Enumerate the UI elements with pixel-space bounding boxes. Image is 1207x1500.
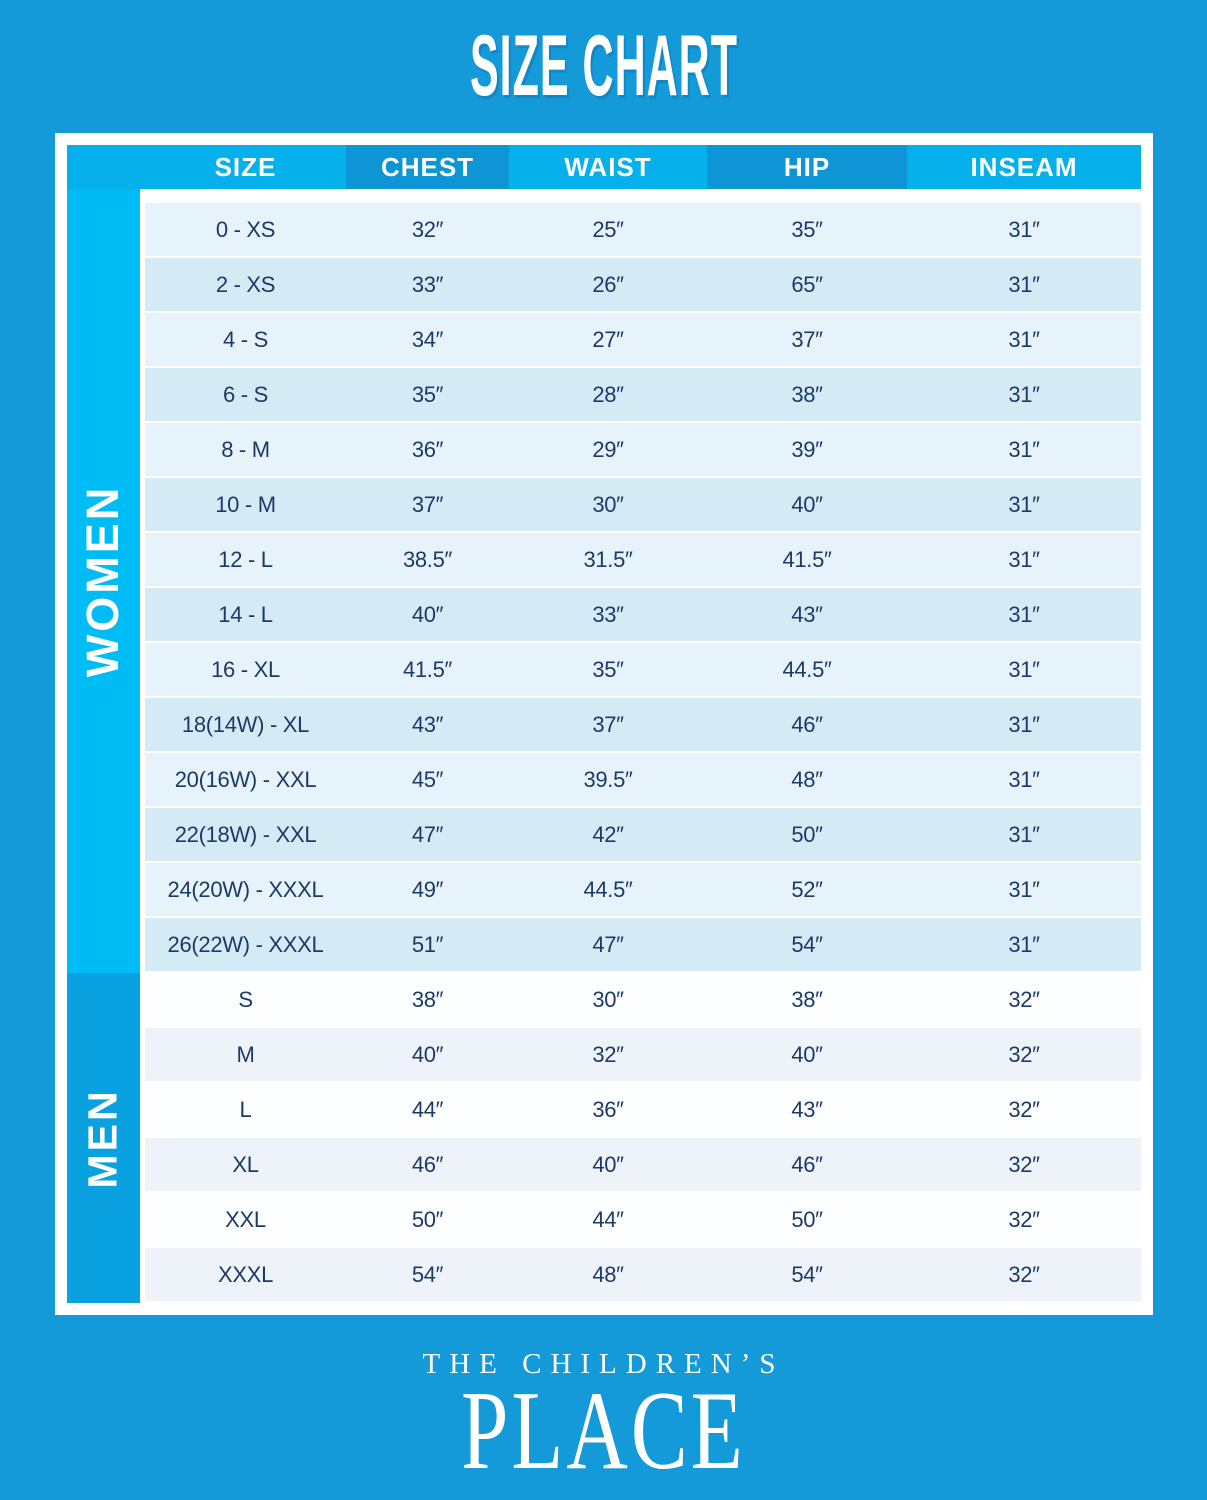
- cell-waist: 32″: [592, 1041, 624, 1067]
- cell-hip: 54″: [791, 1261, 823, 1287]
- cell-hip: 48″: [791, 766, 823, 792]
- cell-waist: 40″: [592, 1151, 624, 1177]
- column-header-inseam: INSEAM: [907, 145, 1141, 189]
- table-row: [145, 478, 1141, 531]
- cell-inseam: 31″: [1008, 766, 1040, 792]
- cell-waist: 36″: [592, 1096, 624, 1122]
- women-label-text: WOMEN: [77, 484, 129, 678]
- cell-inseam: 32″: [1008, 1151, 1040, 1177]
- cell-waist: 44″: [592, 1206, 624, 1232]
- cell-hip: 50″: [791, 821, 823, 847]
- cell-hip: 50″: [791, 1206, 823, 1232]
- table-body: [67, 189, 1141, 1303]
- cell-hip: 40″: [791, 1041, 823, 1067]
- cell-size: 14 - L: [218, 601, 273, 627]
- page-title: [0, 18, 1207, 114]
- cell-hip: 39″: [791, 436, 823, 462]
- cell-chest: 38″: [411, 986, 444, 1012]
- cell-size: 24(20W) - XXXL: [167, 876, 324, 902]
- cell-inseam: 31″: [1008, 821, 1040, 847]
- cell-hip: 35″: [791, 216, 823, 242]
- cell-hip: 54″: [791, 931, 823, 957]
- cell-inseam: 31″: [1008, 491, 1040, 517]
- cell-hip: 52″: [791, 876, 823, 902]
- cell-inseam: 32″: [1008, 986, 1040, 1012]
- cell-waist: 29″: [592, 436, 624, 462]
- cell-size: M: [236, 1041, 255, 1067]
- table-row: [145, 753, 1141, 806]
- cell-inseam: 31″: [1008, 656, 1040, 682]
- cell-chest: 40″: [411, 601, 444, 627]
- cell-inseam: 31″: [1008, 931, 1040, 957]
- cell-chest: 36″: [411, 436, 444, 462]
- column-header-hip: HIP: [707, 145, 907, 189]
- cell-chest: 32″: [411, 216, 444, 242]
- cell-waist: 35″: [592, 656, 624, 682]
- cell-waist: 39.5″: [583, 766, 633, 792]
- cell-waist: 42″: [592, 821, 624, 847]
- section-sidebar: [67, 189, 140, 1303]
- cell-size: 0 - XS: [215, 216, 276, 242]
- table-row: [145, 313, 1141, 366]
- cell-inseam: 31″: [1008, 216, 1040, 242]
- brand-name-bottom-text: PLACE: [461, 1369, 746, 1493]
- cell-size: 20(16W) - XXL: [174, 766, 317, 792]
- cell-inseam: 31″: [1008, 601, 1040, 627]
- table-row: [145, 533, 1141, 586]
- cell-hip: 37″: [791, 326, 823, 352]
- brand-logo: [0, 1348, 1207, 1493]
- cell-chest: 45″: [411, 766, 444, 792]
- cell-waist: 27″: [592, 326, 624, 352]
- cell-waist: 28″: [592, 381, 624, 407]
- table-row: [145, 918, 1141, 971]
- cell-hip: 44.5″: [782, 656, 832, 682]
- table-row: [145, 258, 1141, 311]
- section-label-women: [67, 189, 140, 973]
- cell-waist: 37″: [592, 711, 624, 737]
- cell-chest: 38.5″: [402, 546, 453, 572]
- cell-hip: 46″: [791, 1151, 823, 1177]
- cell-hip: 65″: [791, 271, 823, 297]
- cell-inseam: 32″: [1008, 1041, 1040, 1067]
- table-row: [145, 698, 1141, 751]
- men-label-text: MEN: [80, 1087, 127, 1189]
- cell-inseam: 31″: [1008, 711, 1040, 737]
- table-row: [145, 643, 1141, 696]
- cell-chest: 51″: [411, 931, 444, 957]
- cell-size: XXL: [225, 1206, 266, 1232]
- cell-chest: 34″: [411, 326, 444, 352]
- cell-waist: 30″: [592, 986, 624, 1012]
- cell-chest: 47″: [411, 821, 444, 847]
- cell-waist: 33″: [592, 601, 624, 627]
- cell-inseam: 31″: [1008, 546, 1040, 572]
- cell-chest: 50″: [411, 1206, 444, 1232]
- cell-size: XL: [232, 1151, 259, 1177]
- cell-size: 18(14W) - XL: [181, 711, 310, 737]
- cell-size: 10 - M: [215, 491, 276, 517]
- table-row: [145, 203, 1141, 256]
- cell-inseam: 31″: [1008, 271, 1040, 297]
- cell-inseam: 32″: [1008, 1096, 1040, 1122]
- cell-size: 12 - L: [218, 546, 273, 572]
- cell-chest: 37″: [411, 491, 444, 517]
- table-row: [145, 808, 1141, 861]
- cell-inseam: 31″: [1008, 436, 1040, 462]
- cell-waist: 26″: [592, 271, 624, 297]
- cell-waist: 48″: [592, 1261, 624, 1287]
- cell-chest: 43″: [411, 711, 444, 737]
- cell-hip: 38″: [791, 381, 823, 407]
- table-row: [145, 973, 1141, 1026]
- cell-size: 8 - M: [221, 436, 270, 462]
- cell-chest: 33″: [411, 271, 444, 297]
- cell-size: 4 - S: [223, 326, 268, 352]
- cell-size: S: [238, 986, 253, 1012]
- cell-inseam: 31″: [1008, 876, 1040, 902]
- cell-hip: 43″: [791, 601, 823, 627]
- cell-chest: 54″: [411, 1261, 444, 1287]
- cell-chest: 35″: [411, 381, 444, 407]
- cell-waist: 25″: [592, 216, 624, 242]
- cell-hip: 46″: [791, 711, 823, 737]
- cell-size: 6 - S: [223, 381, 268, 407]
- cell-hip: 41.5″: [782, 546, 832, 572]
- cell-chest: 46″: [411, 1151, 444, 1177]
- table-row: [145, 588, 1141, 641]
- table-row: [145, 368, 1141, 421]
- table-row: [145, 1083, 1141, 1136]
- table-rows: [145, 189, 1141, 1303]
- cell-hip: 40″: [791, 491, 823, 517]
- column-header-chest: CHEST: [346, 145, 509, 189]
- table-row: [145, 1193, 1141, 1246]
- cell-chest: 44″: [411, 1096, 444, 1122]
- table-row: [145, 423, 1141, 476]
- cell-waist: 44.5″: [583, 876, 633, 902]
- cell-chest: 41.5″: [402, 656, 453, 682]
- page-title-text: SIZE CHART: [469, 18, 738, 114]
- cell-hip: 38″: [791, 986, 823, 1012]
- cell-chest: 40″: [411, 1041, 444, 1067]
- table-row: [145, 1138, 1141, 1191]
- cell-inseam: 32″: [1008, 1206, 1040, 1232]
- size-chart-table: [55, 133, 1153, 1315]
- cell-chest: 49″: [411, 876, 444, 902]
- cell-inseam: 31″: [1008, 381, 1040, 407]
- column-header-size: SIZE: [67, 145, 346, 189]
- cell-size: 22(18W) - XXL: [174, 821, 317, 847]
- cell-waist: 30″: [592, 491, 624, 517]
- cell-inseam: 32″: [1008, 1261, 1040, 1287]
- brand-name-top: THE CHILDREN’S: [422, 1348, 785, 1380]
- cell-size: XXXL: [217, 1261, 274, 1287]
- table-row: [145, 1028, 1141, 1081]
- table-header-row: [67, 145, 1141, 189]
- table-row: [145, 1248, 1141, 1301]
- table-row: [145, 863, 1141, 916]
- cell-waist: 31.5″: [583, 546, 633, 572]
- cell-hip: 43″: [791, 1096, 823, 1122]
- cell-size: 16 - XL: [211, 656, 280, 682]
- cell-inseam: 31″: [1008, 326, 1040, 352]
- cell-waist: 47″: [592, 931, 624, 957]
- cell-size: L: [239, 1096, 252, 1122]
- brand-name-bottom: [0, 1369, 1207, 1493]
- section-label-men: [67, 973, 140, 1303]
- cell-size: 2 - XS: [215, 271, 276, 297]
- column-header-waist: WAIST: [509, 145, 707, 189]
- cell-size: 26(22W) - XXXL: [167, 931, 324, 957]
